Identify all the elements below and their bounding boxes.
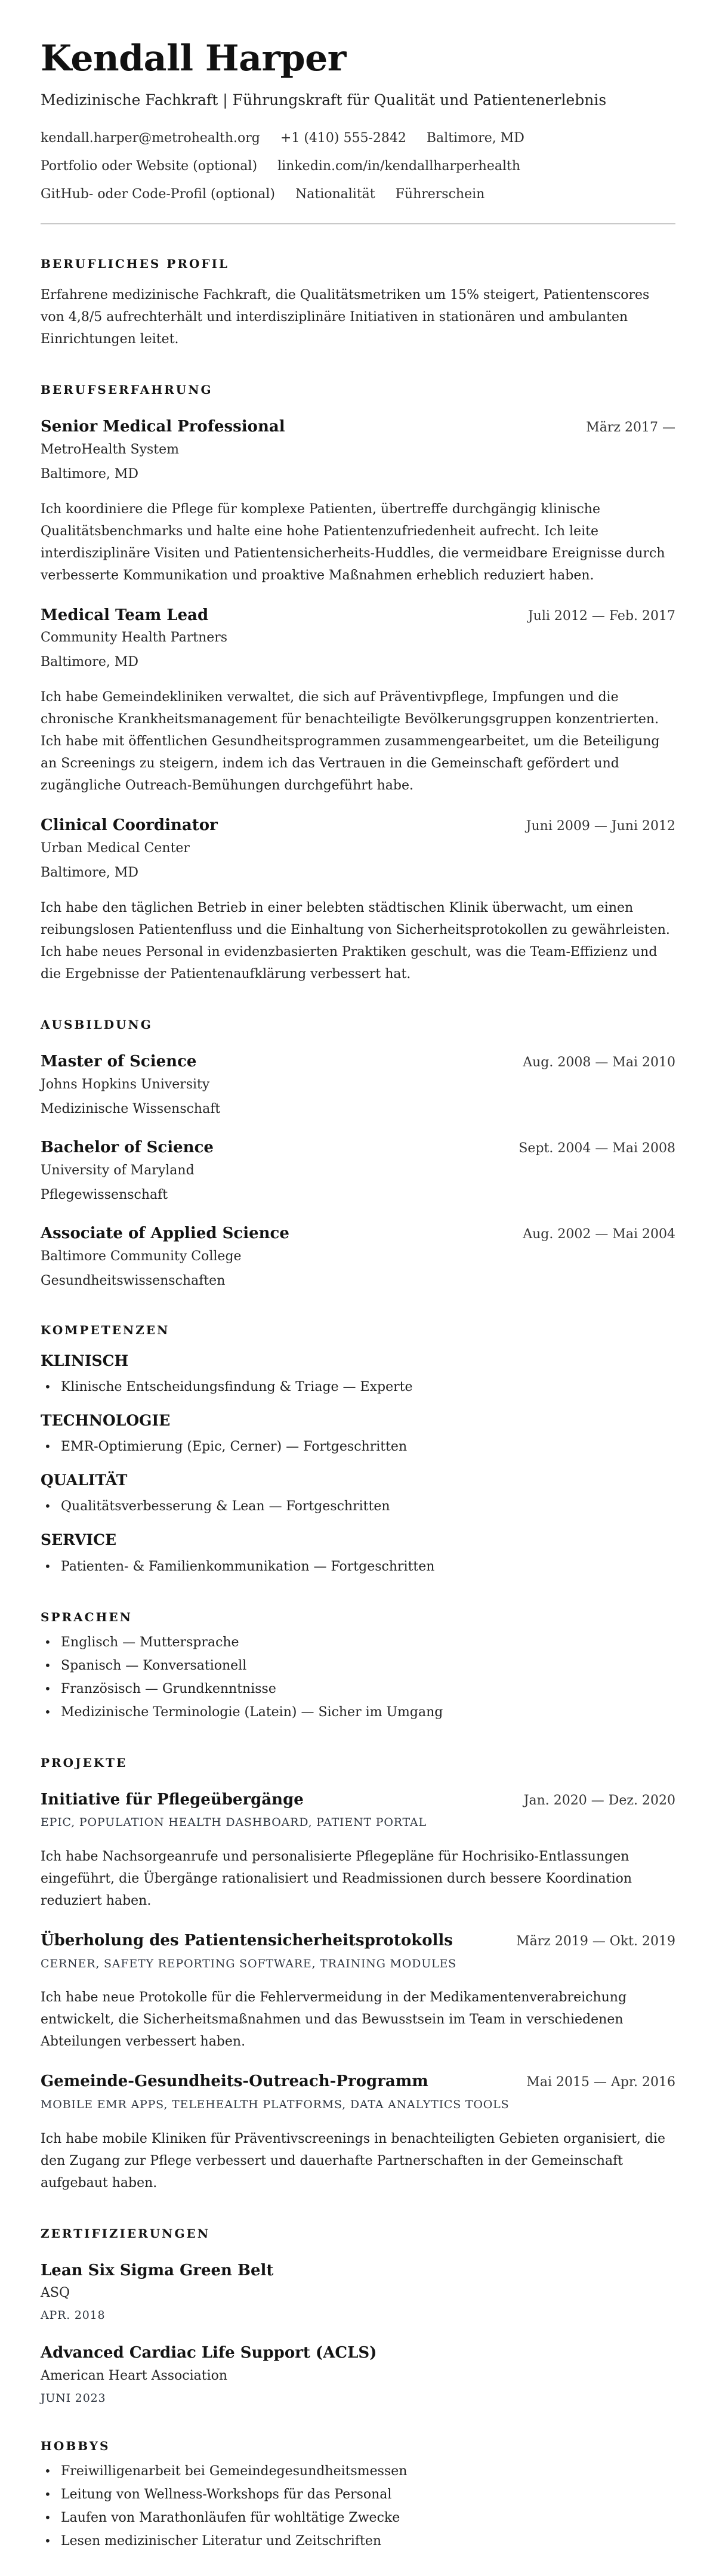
contact-github-placeholder: GitHub- oder Code-Profil (optional) [41, 186, 275, 202]
project-title: Gemeinde-Gesundheits-Outreach-Programm [41, 2072, 428, 2091]
job-title: Clinical Coordinator [41, 816, 218, 835]
contact-row-2 [41, 156, 675, 176]
project-description: Ich habe neue Protokolle für die Fehlervermeidung in der Medikamentenverabreichung entwickelt, die Sicherheitsmaßnahmen und das Bewusstsein im Team in verschiedenen Abteilungen verbessert haben. [41, 1990, 627, 2050]
language-item: • Französisch — Grundkenntnisse [41, 1678, 675, 1700]
project-title: Initiative für Pflegeübergänge [41, 1790, 304, 1809]
degree-dates: Aug. 2002 — Mai 2004 [523, 1226, 675, 1242]
project-tools: CERNER, SAFETY REPORTING SOFTWARE, TRAINING MODULES [41, 1957, 456, 1970]
degree-school: Johns Hopkins University [41, 1076, 210, 1092]
contact-license-label: Führerschein [395, 186, 485, 202]
skill-item: • Patienten- & Familienkommunikation — Fortgeschritten [41, 1556, 675, 1578]
degree-school: Baltimore Community College [41, 1248, 242, 1264]
degree-field: Pflegewissenschaft [41, 1187, 168, 1202]
language-item: • Medizinische Terminologie (Latein) — Sicher im Umgang [41, 1701, 675, 1723]
job-company: Urban Medical Center [41, 841, 190, 856]
skill-item: • EMR-Optimierung (Epic, Cerner) — Fortgeschritten [41, 1436, 675, 1458]
job-dates: Juli 2012 — Feb. 2017 [527, 608, 675, 624]
project-entry-head [41, 1790, 675, 1810]
skill-group-title: TECHNOLOGIE [41, 1411, 171, 1429]
skills-label: KOMPETENZEN [41, 1322, 170, 1337]
job-description: Ich habe Gemeindekliniken verwaltet, die sich auf Präventivpflege, Impfungen und die chronische Krankheitsmanagement für benachteiligte Bevölkerungsgruppen konzentrierten. Ich habe mit öffentlichen Gesundheitsprogrammen zusammengearbeitet, um die Beteiligung an Screenings zu steigern, indem ich das Vertrauen in die Gemeinschaft gefördert und zugängliche Outreach-Bemühungen durchgeführt habe. [41, 690, 660, 794]
skill-item: • Klinische Entscheidungsfindung & Triage — Experte [41, 1376, 675, 1398]
language-item: • Englisch — Muttersprache [41, 1631, 675, 1653]
section-certifications [41, 2225, 675, 2407]
section-education [41, 1016, 675, 1290]
degree-school: University of Maryland [41, 1162, 195, 1178]
section-experience [41, 381, 675, 985]
degree-title: Associate of Applied Science [41, 1224, 289, 1242]
job-dates: März 2017 — [586, 419, 675, 435]
certification-issuer: ASQ [41, 2285, 70, 2301]
certification-date: APR. 2018 [41, 2309, 106, 2322]
section-projects [41, 1754, 675, 2194]
certification-entry [41, 2261, 675, 2324]
degree-title: Master of Science [41, 1053, 197, 1071]
job-description: Ich koordiniere die Pflege für komplexe Patienten, übertreffe durchgängig klinische Qualitätsbenchmarks und halte eine hohe Patientenzufriedenheit aufrecht. Ich leite interdisziplinäre Visiten und Patientensicherheits-Huddles, die vermeidbare Ereignisse durch verbesserte Kommunikation und proaktive Maßnahmen erheblich reduziert haben. [41, 501, 665, 583]
project-dates: März 2019 — Okt. 2019 [516, 1933, 675, 1949]
job-title: Medical Team Lead [41, 606, 209, 624]
projects-label: PROJEKTE [41, 1755, 128, 1770]
degree-field: Medizinische Wissenschaft [41, 1101, 221, 1116]
language-list [41, 1631, 675, 1723]
contact-row-1 [41, 128, 675, 148]
skill-list [41, 1495, 675, 1517]
project-tools: MOBILE EMR APPS, TELEHEALTH PLATFORMS, DATA ANALYTICS TOOLS [41, 2098, 510, 2112]
degree-entry-head [41, 1138, 675, 1158]
job-entry [41, 606, 675, 797]
degree-field: Gesundheitswissenschaften [41, 1273, 226, 1288]
experience-label: BERUFSERFAHRUNG [41, 382, 213, 397]
languages-label: SPRACHEN [41, 1609, 132, 1624]
job-entry-head [41, 417, 675, 437]
project-entry [41, 2072, 675, 2194]
hobby-item: • Lesen medizinischer Literatur und Zeitschriften [41, 2530, 675, 2552]
contact-row-3 [41, 184, 675, 204]
certification-title: Advanced Cardiac Life Support (ACLS) [41, 2343, 377, 2362]
contact-website-placeholder: Portfolio oder Website (optional) [41, 158, 258, 174]
project-tools: EPIC, POPULATION HEALTH DASHBOARD, PATIENT PORTAL [41, 1816, 427, 1830]
contact-email: kendall.harper@metrohealth.org [41, 130, 260, 146]
degree-dates: Aug. 2008 — Mai 2010 [523, 1055, 675, 1070]
education-label: AUSBILDUNG [41, 1017, 153, 1032]
job-company: MetroHealth System [41, 442, 180, 457]
section-hobbies [41, 2438, 675, 2552]
project-title: Überholung des Patientensicherheitsprotokolls [41, 1931, 453, 1949]
job-entry [41, 816, 675, 985]
skill-group-technology [41, 1411, 675, 1458]
contact-location: Baltimore, MD [426, 130, 524, 146]
job-description: Ich habe den täglichen Betrieb in einer belebten städtischen Klinik überwacht, um einen reibungslosen Patientenfluss und die Einhaltung von Sicherheitsprotokollen zu gewährleisten. Ich habe neues Personal in evidenzbasierten Praktiken geschult, was die Team-Effizienz und die Ergebnisse der Patientenaufklärung verbessert hat. [41, 900, 670, 982]
degree-title: Bachelor of Science [41, 1138, 214, 1156]
degree-dates: Sept. 2004 — Mai 2008 [519, 1140, 675, 1156]
contact-nationality-label: Nationalität [295, 186, 375, 202]
project-description: Ich habe mobile Kliniken für Präventivscreenings in benachteiligten Gebieten organisiert, die den Zugang zur Pflege verbessert und dauerhafte Partnerschaften in der Gemeinschaft aufgebaut haben. [41, 2131, 666, 2191]
hobby-item: • Freiwilligenarbeit bei Gemeindegesundheitsmessen [41, 2460, 675, 2482]
job-dates: Juni 2009 — Juni 2012 [526, 819, 675, 834]
job-location: Baltimore, MD [41, 865, 138, 881]
person-name: Kendall Harper [41, 38, 346, 79]
resume-header [41, 38, 675, 224]
skill-group-title: QUALITÄT [41, 1471, 128, 1489]
language-item: • Spanisch — Konversationell [41, 1655, 675, 1677]
degree-entry [41, 1138, 675, 1205]
section-languages [41, 1609, 675, 1723]
job-entry-head [41, 816, 675, 836]
job-title: Senior Medical Professional [41, 417, 285, 436]
certification-issuer: American Heart Association [41, 2368, 228, 2383]
job-entry-head [41, 606, 675, 626]
skill-group-title: KLINISCH [41, 1352, 129, 1369]
hobby-list [41, 2460, 675, 2552]
hobbies-label: HOBBYS [41, 2439, 110, 2454]
skill-group-service [41, 1531, 675, 1577]
contact-linkedin: linkedin.com/in/kendallharperhealth [277, 158, 521, 174]
degree-entry [41, 1052, 675, 1119]
project-entry-head [41, 1931, 675, 1951]
contact-phone: +1 (410) 555-2842 [280, 130, 406, 146]
project-dates: Mai 2015 — Apr. 2016 [526, 2075, 675, 2090]
job-location: Baltimore, MD [41, 655, 138, 670]
skill-group-clinical [41, 1352, 675, 1398]
project-entry [41, 1790, 675, 1912]
person-headline: Medizinische Fachkraft | Führungskraft für Qualität und Patientenerlebnis [41, 91, 607, 109]
skill-list [41, 1556, 675, 1578]
project-entry [41, 1931, 675, 2053]
profile-text: Erfahrene medizinische Fachkraft, die Qualitätsmetriken um 15% steigert, Patientenscores von 4,8/5 aufrechterhält und interdisziplinäre Initiativen in stationären und ambulanten Einrichtungen leitet. [41, 287, 650, 347]
certification-title: Lean Six Sigma Green Belt [41, 2261, 274, 2279]
skill-list [41, 1376, 675, 1398]
job-location: Baltimore, MD [41, 466, 138, 482]
certification-entry [41, 2343, 675, 2407]
skill-group-title: SERVICE [41, 1531, 117, 1549]
hobby-item: • Leitung von Wellness-Workshops für das Personal [41, 2484, 675, 2506]
certification-date: JUNI 2023 [41, 2391, 106, 2405]
skill-group-quality [41, 1471, 675, 1517]
degree-entry-head [41, 1052, 675, 1072]
section-profile [41, 255, 675, 350]
degree-entry [41, 1224, 675, 1291]
project-entry-head [41, 2072, 675, 2092]
section-skills [41, 1322, 675, 1578]
certifications-label: ZERTIFIZIERUNGEN [41, 2226, 211, 2241]
job-company: Community Health Partners [41, 630, 228, 646]
skill-item: • Qualitätsverbesserung & Lean — Fortgeschritten [41, 1495, 675, 1517]
skill-list [41, 1436, 675, 1458]
job-entry [41, 417, 675, 587]
header-divider [41, 223, 675, 224]
hobby-item: • Laufen von Marathonläufen für wohltätige Zwecke [41, 2507, 675, 2529]
profile-label: BERUFLICHES PROFIL [41, 256, 229, 271]
degree-entry-head [41, 1224, 675, 1244]
project-dates: Jan. 2020 — Dez. 2020 [523, 1793, 675, 1808]
project-description: Ich habe Nachsorgeanrufe und personalisierte Pflegepläne für Hochrisiko-Entlassungen eingeführt, die Übergänge rationalisiert und Readmissionen durch bessere Koordination reduziert haben. [41, 1849, 632, 1908]
